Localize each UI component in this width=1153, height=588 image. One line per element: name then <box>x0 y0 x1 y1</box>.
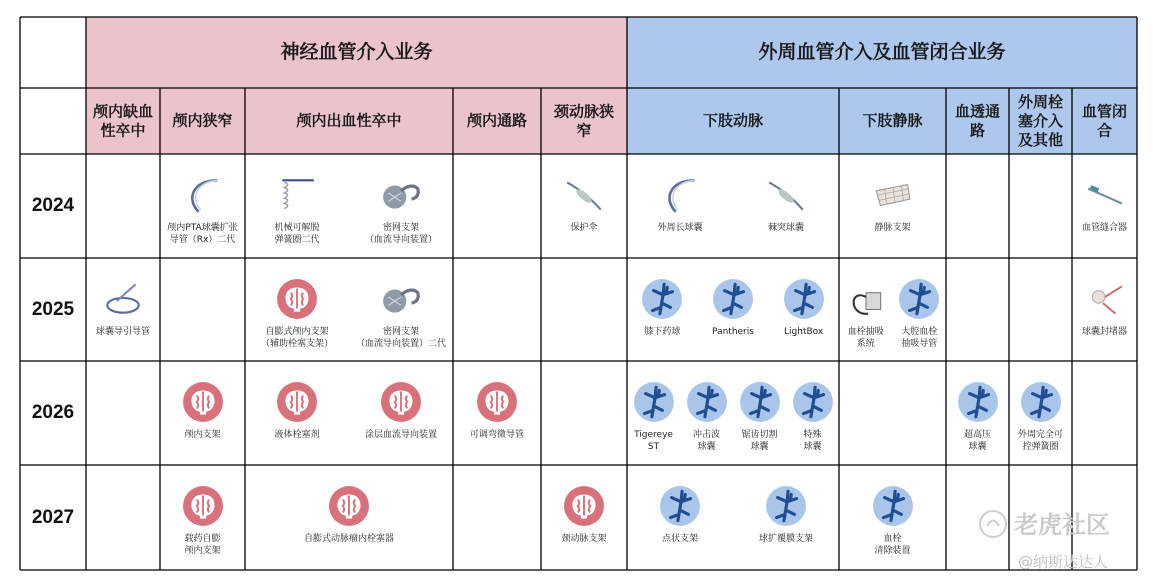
product-item <box>180 379 226 441</box>
product-cell <box>86 258 160 361</box>
vessel-icon <box>1020 381 1062 423</box>
product-item <box>561 172 607 234</box>
vessel-icon <box>686 381 728 423</box>
brain-icon <box>380 381 422 423</box>
product-label: 颅内PTA球囊扩张 导管（Rx）二代 <box>167 223 238 245</box>
brain-icon <box>476 381 518 423</box>
vessel-icon <box>957 381 999 423</box>
product-item <box>843 276 889 350</box>
category-label: 外周栓 塞介入 及其他 <box>1017 92 1063 149</box>
category-header <box>1009 88 1072 154</box>
product-cell <box>1009 361 1072 465</box>
vessel-icon <box>872 485 914 527</box>
balloon-guide-catheter-icon <box>102 278 144 320</box>
product-image <box>896 276 942 322</box>
product-cell <box>160 465 245 570</box>
product-item <box>180 483 226 557</box>
product-image <box>274 379 320 425</box>
protection-device-icon <box>563 174 605 216</box>
product-image <box>378 172 424 218</box>
category-header <box>839 88 946 154</box>
product-cell <box>453 154 541 258</box>
category-header <box>160 88 245 154</box>
product-item <box>167 172 237 246</box>
spike-balloon-icon <box>765 174 807 216</box>
category-header <box>946 88 1009 154</box>
product-label: 点状支架 <box>661 534 698 544</box>
product-image <box>955 379 1001 425</box>
watermark-title: 老虎社区 <box>1014 511 1110 539</box>
category-label: 血透通 路 <box>954 102 1000 139</box>
product-cell <box>245 154 453 258</box>
product-label: 锯齿切割 球囊 <box>741 430 778 452</box>
product-label: 颅内支架 <box>184 430 221 440</box>
product-image <box>474 379 520 425</box>
product-label: 超高压 球囊 <box>963 430 991 452</box>
product-label: 自膨式颅内支架 （辅助栓塞支架） <box>260 327 334 349</box>
venous-stent-icon <box>872 174 914 216</box>
long-balloon-icon <box>659 174 701 216</box>
watermark-logo-icon <box>978 509 1008 539</box>
product-image <box>326 483 372 529</box>
product-image <box>790 379 836 425</box>
product-item <box>1018 379 1064 453</box>
category-label: 颅内出血性卒中 <box>296 111 402 130</box>
product-image <box>639 276 685 322</box>
product-cell <box>1072 154 1137 258</box>
product-image <box>843 276 889 322</box>
category-header <box>1072 88 1137 154</box>
product-item <box>790 379 836 453</box>
product-cell <box>160 258 245 361</box>
product-item <box>870 483 916 557</box>
product-cell <box>839 361 946 465</box>
product-image <box>378 379 424 425</box>
product-item <box>274 379 320 441</box>
brain-icon <box>563 485 605 527</box>
product-image <box>179 172 225 218</box>
year-cell <box>20 465 86 570</box>
product-image <box>274 172 320 218</box>
vessel-icon <box>792 381 834 423</box>
vessel-icon <box>641 278 683 320</box>
category-header <box>627 88 839 154</box>
product-cell <box>160 154 245 258</box>
product-cell <box>946 154 1009 258</box>
product-label: 载药自膨 颅内支架 <box>184 534 221 556</box>
year-label: 2025 <box>31 298 75 320</box>
brain-icon <box>276 381 318 423</box>
vessel-icon <box>783 278 825 320</box>
product-cell <box>86 465 160 570</box>
product-label: 外周长球囊 <box>657 223 703 233</box>
product-item <box>365 379 437 441</box>
product-item <box>561 483 607 545</box>
product-item <box>274 172 320 246</box>
guidewire-icon <box>181 174 223 216</box>
product-label: 涂层血流导向装置 <box>364 430 438 440</box>
product-label: 球囊导引导管 <box>95 327 151 337</box>
product-label: 血管缝合器 <box>1081 223 1127 233</box>
product-cell <box>946 361 1009 465</box>
product-image <box>657 172 703 218</box>
category-label: 颅内通路 <box>466 111 527 130</box>
product-item <box>639 276 685 338</box>
product-image <box>561 172 607 218</box>
product-label: 密网支架 （血流导向装置）二代 <box>355 327 447 349</box>
product-label: 特殊 球囊 <box>803 430 822 452</box>
product-cell <box>541 361 627 465</box>
year-cell <box>20 258 86 361</box>
product-cell <box>946 258 1009 361</box>
category-header <box>245 88 453 154</box>
watermark <box>978 505 1153 585</box>
category-label: 下肢动脉 <box>702 111 763 130</box>
product-cell <box>541 258 627 361</box>
product-cell <box>541 154 627 258</box>
product-label: 密网支架 （血流导向装置） <box>364 223 438 245</box>
product-item <box>737 379 783 453</box>
product-image <box>657 483 703 529</box>
thrombectomy-system-icon <box>845 278 887 320</box>
product-item <box>304 483 394 545</box>
product-item <box>710 276 756 338</box>
product-label: 冲击波 球囊 <box>692 430 720 452</box>
product-label: 液体栓塞剂 <box>274 430 320 440</box>
product-item <box>759 483 813 545</box>
brain-icon <box>328 485 370 527</box>
product-image <box>781 276 827 322</box>
watermark-handle: @纳斯达达人 <box>1018 553 1109 571</box>
product-label: LightBox <box>784 327 824 337</box>
product-label: 血栓抽吸 系统 <box>847 327 884 349</box>
vessel-icon <box>712 278 754 320</box>
product-label: Pantheris <box>712 327 754 337</box>
product-item <box>896 276 942 350</box>
category-label: 颅内缺血 性卒中 <box>92 102 153 139</box>
year-label: 2026 <box>31 402 75 423</box>
product-cell <box>453 258 541 361</box>
product-image <box>274 276 320 322</box>
category-label: 血管闭 合 <box>1081 102 1127 139</box>
group-title-peripheral: 外周血管介入及血管闭合业务 <box>758 40 1006 63</box>
product-image <box>710 276 756 322</box>
product-item <box>781 276 827 338</box>
product-item <box>684 379 730 453</box>
flow-diverter-icon <box>380 174 422 216</box>
product-item <box>657 483 703 545</box>
product-item <box>365 172 437 246</box>
product-label: 大腔血栓 抽吸导管 <box>901 327 938 349</box>
product-image <box>763 483 809 529</box>
product-item <box>657 172 703 234</box>
product-image <box>1082 276 1128 322</box>
product-label: 血栓 清除装置 <box>874 534 911 556</box>
product-cell <box>839 154 946 258</box>
product-image <box>684 379 730 425</box>
category-header <box>541 88 627 154</box>
product-image <box>763 172 809 218</box>
brain-icon <box>276 278 318 320</box>
product-cell <box>627 258 839 361</box>
product-label: 球扩覆膜支架 <box>758 534 814 544</box>
product-cell <box>1072 258 1137 361</box>
product-cell <box>86 154 160 258</box>
product-item <box>96 276 150 338</box>
product-label: 棘突球囊 <box>767 223 804 233</box>
product-label: 自膨式动脉瘤内栓塞器 <box>303 534 395 544</box>
product-cell <box>453 465 541 570</box>
product-item <box>763 172 809 234</box>
product-cell <box>541 465 627 570</box>
product-image <box>870 483 916 529</box>
stent-retriever-icon <box>276 174 318 216</box>
product-cell <box>627 465 839 570</box>
product-cell <box>627 154 839 258</box>
product-label: 颈动脉支架 <box>561 534 607 544</box>
brain-icon <box>182 381 224 423</box>
product-cell <box>1072 361 1137 465</box>
vessel-icon <box>765 485 807 527</box>
product-item <box>955 379 1001 453</box>
group-header-peripheral <box>627 17 1137 88</box>
product-image <box>180 483 226 529</box>
vessel-icon <box>898 278 940 320</box>
product-cell <box>245 258 453 361</box>
product-image <box>180 379 226 425</box>
vessel-icon <box>739 381 781 423</box>
product-cell <box>86 361 160 465</box>
category-label: 颅内狭窄 <box>172 111 233 130</box>
category-label: 下肢静脉 <box>862 111 923 130</box>
product-label: 保护伞 <box>570 223 598 233</box>
year-label: 2024 <box>31 195 75 216</box>
group-header-neuro <box>86 17 627 88</box>
flow-diverter-icon <box>380 278 422 320</box>
product-image <box>631 379 677 425</box>
product-image <box>1018 379 1064 425</box>
product-cell <box>1009 258 1072 361</box>
product-image <box>378 276 424 322</box>
product-label: 可调弯微导管 <box>469 430 525 440</box>
product-cell <box>453 361 541 465</box>
product-label: 静脉支架 <box>874 223 911 233</box>
product-image <box>1082 172 1128 218</box>
product-cell <box>245 465 453 570</box>
product-cell <box>160 361 245 465</box>
product-label: 机械可解脱 弹簧圈二代 <box>274 223 320 245</box>
product-label: Tigereye ST <box>634 430 673 452</box>
product-image <box>737 379 783 425</box>
product-item <box>261 276 333 350</box>
product-label: 球囊封堵器 <box>1081 327 1127 337</box>
year-cell <box>20 154 86 258</box>
product-item <box>870 172 916 234</box>
vascular-suture-icon <box>1084 174 1126 216</box>
product-item <box>356 276 446 350</box>
product-image <box>100 276 146 322</box>
year-label: 2027 <box>31 506 75 528</box>
brain-icon <box>182 485 224 527</box>
vessel-icon <box>633 381 675 423</box>
product-item <box>1082 276 1128 338</box>
product-item <box>1082 172 1128 234</box>
product-cell <box>627 361 839 465</box>
product-cell <box>245 361 453 465</box>
category-header <box>86 88 160 154</box>
product-cell <box>839 258 946 361</box>
product-item <box>470 379 524 441</box>
product-label: 膝下药球 <box>644 327 681 337</box>
category-label: 颈动脉狭 窄 <box>553 102 614 139</box>
product-image <box>561 483 607 529</box>
group-title-neuro: 神经血管介入业务 <box>280 40 433 63</box>
product-cell <box>839 465 946 570</box>
product-image <box>870 172 916 218</box>
product-item <box>631 379 677 453</box>
product-label: 外周完全可 控弹簧圈 <box>1017 430 1063 452</box>
category-header <box>453 88 541 154</box>
year-cell <box>20 361 86 465</box>
vessel-icon <box>659 485 701 527</box>
product-cell <box>1009 154 1072 258</box>
balloon-occluder-icon <box>1084 278 1126 320</box>
